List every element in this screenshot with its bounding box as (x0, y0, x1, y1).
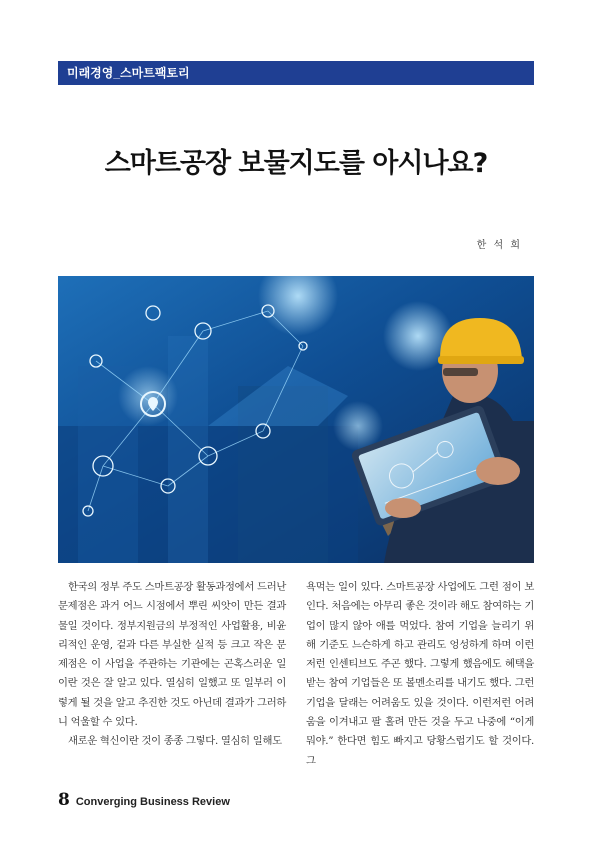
body-column-right (306, 578, 534, 771)
body-paragraph: 새로운 혁신이란 것이 종종 그렇다. 열심히 일해도 (68, 735, 282, 748)
article-author: 한 석 희 (476, 240, 522, 251)
page-footer (58, 790, 230, 810)
article-title: 스마트공장 보물지도를 아시나요? (104, 148, 488, 179)
section-label: 미래경영_스마트팩토리 (67, 66, 190, 80)
journal-name: Converging Business Review (75, 796, 230, 808)
body-paragraph: 욕먹는 일이 있다. 스마트공장 사업에도 그런 점이 보인다. 처음에는 아무리 좋은 것이라 해도 참여하는 기업이 많지 않아 애를 먹었다. 참여 기업을 늘리기 위해 기준도 느슨하게 하고 관리도 엉성하게 하며 이런저런 인센티브도 주곤 했다. 그렇게 했음에도 혜택을 받는 참여 기업들은 또 볼멘소리를 내기도 했다. 그런 기업을 달래는 어려움도 있을 것이다. 이런저런 어려움을 이겨내고 팔 홀려 만든 것을 두고 나중에 “이게 뭐야.” 한다면 힘도 빠지고 당황스럽기도 할 것이다. 그 (306, 581, 534, 767)
section-header-bar (58, 61, 534, 85)
body-paragraph: 한국의 정부 주도 스마트공장 활동과정에서 드러난 문제점은 과거 어느 시점에서 뿌린 씨앗이 만든 결과물일 것이다. 정부지원금의 부정적인 사업활용, 비윤리적인 운영, 겉과 다른 부실한 실적 등 크고 작은 문제점은 이 사업을 주관하는 기관에는 곤혹스러운 일이란 것은 잘 알고 있다. 열심히 일했고 또 일부러 이렇게 될 것을 알고 추진한 것도 아닌데 결과가 그러하니 억울할 수 있다. (58, 581, 286, 729)
hero-image (58, 276, 534, 563)
page-number: 8 (58, 790, 70, 810)
body-column-left (58, 578, 286, 752)
